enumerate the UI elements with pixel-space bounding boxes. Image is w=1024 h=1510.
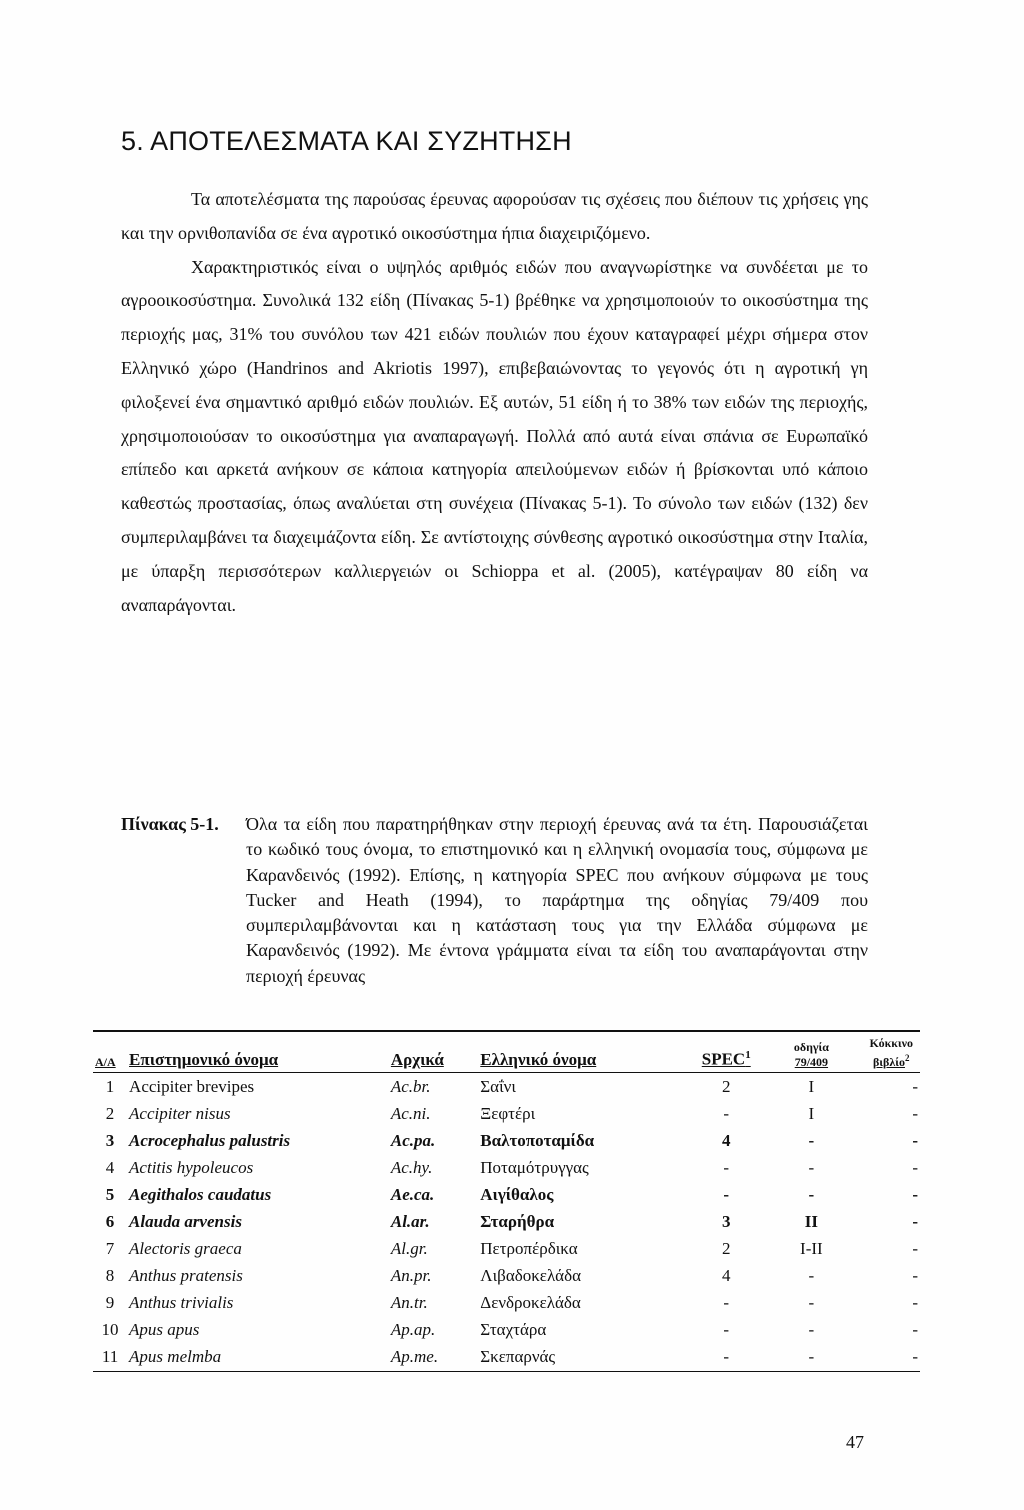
cell-spec: - [723,1157,730,1177]
cell-abbreviation: Ac.br. [390,1076,431,1096]
cell-scientific-name: Actitis hypoleucos [129,1157,254,1177]
header-directive-line1: οδηγία [793,1040,829,1054]
cell-abbreviation: Ac.pa. [390,1130,436,1150]
cell-greek-name: Σαΐνι [480,1076,516,1096]
cell-directive: - [808,1157,815,1177]
cell-number: 5 [105,1184,115,1204]
header-redbook-line1: Κόκκινο [869,1036,913,1050]
table-caption [121,812,868,989]
cell-redbook: - [912,1320,918,1340]
cell-greek-name: Ποταμότρυγγας [480,1157,589,1177]
cell-scientific-name: Anthus pratensis [129,1266,243,1286]
header-spec-footnote: 1 [745,1049,751,1062]
cell-spec: 2 [721,1076,731,1096]
cell-number: 7 [105,1239,115,1259]
table-row [93,1181,920,1208]
table-row [93,1344,920,1372]
cell-redbook: - [912,1212,918,1232]
header-spec [692,1031,760,1073]
cell-spec: 2 [721,1239,731,1259]
cell-directive: - [808,1320,815,1340]
cell-redbook: - [912,1293,918,1313]
cell-abbreviation: Ap.ap. [390,1320,436,1340]
header-scientific-name: Επιστημονικό όνομα [127,1031,389,1073]
cell-scientific-name: Anthus trivialis [129,1293,234,1313]
cell-scientific-name: Acrocephalus palustris [129,1130,291,1150]
cell-number: 2 [105,1103,115,1123]
body-text [121,183,868,622]
cell-directive: I [808,1103,815,1123]
table-row [93,1100,920,1127]
cell-scientific-name: Alauda arvensis [129,1212,242,1232]
cell-spec: 4 [721,1266,731,1286]
header-redbook [862,1031,920,1073]
table-header-row [93,1031,920,1073]
cell-scientific-name: Apus melmba [127,1344,389,1372]
cell-greek-name: Σκεπαρνάς [478,1344,692,1372]
table-row [93,1317,920,1344]
cell-greek-name: Δενδροκελάδα [480,1293,581,1313]
header-abbreviation: Αρχικά [389,1031,478,1073]
cell-number: 9 [105,1293,115,1313]
header-directive-line2: 79/409 [794,1055,829,1069]
cell-greek-name: Σταρήθρα [480,1212,555,1232]
table-row [93,1154,920,1181]
header-greek-name: Ελληνικό όνομα [478,1031,692,1073]
cell-redbook: - [912,1157,918,1177]
cell-abbreviation: Al.gr. [390,1239,428,1259]
cell-directive: II [804,1212,818,1232]
cell-scientific-name: Accipiter nisus [129,1103,231,1123]
cell-abbreviation: Ae.ca. [390,1184,435,1204]
section-heading: 5. ΑΠΟΤΕΛΕΣΜΑΤΑ ΚΑΙ ΣΥΖΗΤΗΣΗ [121,126,572,156]
cell-directive: - [808,1266,815,1286]
cell-spec: - [692,1344,760,1372]
cell-redbook: - [912,1103,918,1123]
cell-redbook: - [912,1184,918,1204]
cell-directive: - [760,1344,862,1372]
header-redbook-footnote: 2 [904,1053,910,1063]
cell-abbreviation: An.pr. [390,1266,432,1286]
table-row [93,1073,920,1101]
cell-directive: - [808,1293,815,1313]
table-row [93,1290,920,1317]
cell-scientific-name: Alectoris graeca [129,1239,242,1259]
cell-redbook: - [912,1076,918,1096]
cell-number: 4 [105,1157,115,1177]
species-table [93,1030,920,1372]
cell-redbook: - [912,1266,918,1286]
cell-spec: 3 [721,1212,731,1232]
page-number: 47 [846,1432,864,1452]
cell-scientific-name: Apus apus [129,1320,200,1340]
cell-directive: - [808,1130,815,1150]
header-directive [760,1031,862,1073]
table-row [93,1208,920,1235]
cell-abbreviation: An.tr. [390,1293,428,1313]
cell-redbook: - [912,1130,918,1150]
cell-spec: - [723,1320,730,1340]
cell-directive: I-II [800,1239,823,1259]
cell-greek-name: Βαλτοποταμίδα [480,1130,595,1150]
header-spec-label: SPEC [701,1050,746,1069]
cell-number: 3 [105,1130,115,1150]
cell-greek-name: Λιβαδοκελάδα [480,1266,582,1286]
cell-greek-name: Ξεφτέρι [480,1103,536,1123]
cell-redbook: - [912,1239,918,1259]
table-row [93,1127,920,1154]
cell-greek-name: Σταχτάρα [480,1320,547,1340]
paragraph-2: Χαρακτηριστικός είναι ο υψηλός αριθμός ειδών που αναγνωρίστηκε να συνδέεται με το αγροοικοσύστημα. Συνολικά 132 είδη (Πίνακας 5-1) βρέθηκε να χρησιμοποιούν το οικοσύστημα της περιοχής μας, 31% του συνόλου των 421 ειδών πουλιών που έχουν καταγραφεί μέχρι σήμερα στον Ελληνικό χώρο (Handrinos and Akriotis 1997), επιβεβαιώνοντας το γεγονός ότι η αγροτική γη φιλοξενεί ένα σημαντικό αριθμό ειδών πουλιών. Εξ αυτών, 51 είδη ή το 38% των ειδών της περιοχής, χρησιμοποιούσαν το οικοσύστημα για αναπαραγωγή. Πολλά από αυτά είναι σπάνια σε Ευρωπαϊκό επίπεδο και αρκετά ανήκουν σε κάποια κατηγορία απειλούμενων ειδών ή βρίσκονται υπό κάποιο καθεστώς προστασίας, όπως αναλύεται στη συνέχεια (Πίνακας 5-1). Το σύνολο των ειδών (132) δεν συμπεριλαμβάνει τα διαχειμάζοντα είδη. Σε αντίστοιχης σύνθεσης αγροτικό οικοσύστημα στην Ιταλία, με ύπαρξη περισσότερων καλλιεργειών οι Schioppa et al. (2005), κατέγραψαν 80 είδη να αναπαράγονται. [121,256,868,615]
cell-number: 1 [105,1076,115,1096]
cell-number: 6 [105,1212,115,1232]
table-body [93,1073,920,1372]
cell-greek-name: Αιγίθαλος [480,1184,554,1204]
cell-redbook: - [862,1344,920,1372]
cell-abbreviation: Ac.ni. [390,1103,431,1123]
cell-spec: - [723,1184,730,1204]
cell-number: 8 [105,1266,115,1286]
cell-spec: - [723,1103,730,1123]
cell-abbreviation: Ac.hy. [390,1157,433,1177]
cell-scientific-name: Accipiter brevipes [129,1076,255,1096]
header-redbook-line2: βιβλίο [872,1055,905,1069]
cell-scientific-name: Aegithalos caudatus [129,1184,272,1204]
cell-spec: 4 [721,1130,731,1150]
cell-greek-name: Πετροπέρδικα [480,1239,578,1259]
table-row [93,1263,920,1290]
cell-directive: - [808,1184,815,1204]
cell-number: 10 [101,1320,119,1340]
caption-label: Πίνακας 5-1. [121,814,219,834]
cell-number: 11 [93,1344,127,1372]
cell-directive: I [808,1076,815,1096]
paragraph-1: Τα αποτελέσματα της παρούσας έρευνας αφορούσαν τις σχέσεις που διέπουν τις χρήσεις γης και την ορνιθοπανίδα σε ένα αγροτικό οικοσύστημα ήπια διαχειριζόμενο. [121,189,868,243]
cell-abbreviation: Ap.me. [389,1344,478,1372]
cell-spec: - [723,1293,730,1313]
header-aa: Α/Α [93,1031,127,1073]
caption-text: Όλα τα είδη που παρατηρήθηκαν στην περιοχή έρευνας ανά τα έτη. Παρουσιάζεται το κωδικό τους όνομα, το επιστημονικό και η ελληνική ονομασία τους, σύμφωνα με Καρανδεινός (1992). Επίσης, η κατηγορία SPEC που ανήκουν σύμφωνα με τους Tucker and Heath (1994), το παράρτημα της οδηγίας 79/409 που συμπεριλαμβάνονται και η κατάσταση τους για την Ελλάδα σύμφωνα με Καρανδεινός (1992). Με έντονα γράμματα είναι τα είδη του αναπαράγονται στην περιοχή έρευνας [246,814,868,986]
cell-abbreviation: Al.ar. [390,1212,430,1232]
table-row [93,1236,920,1263]
